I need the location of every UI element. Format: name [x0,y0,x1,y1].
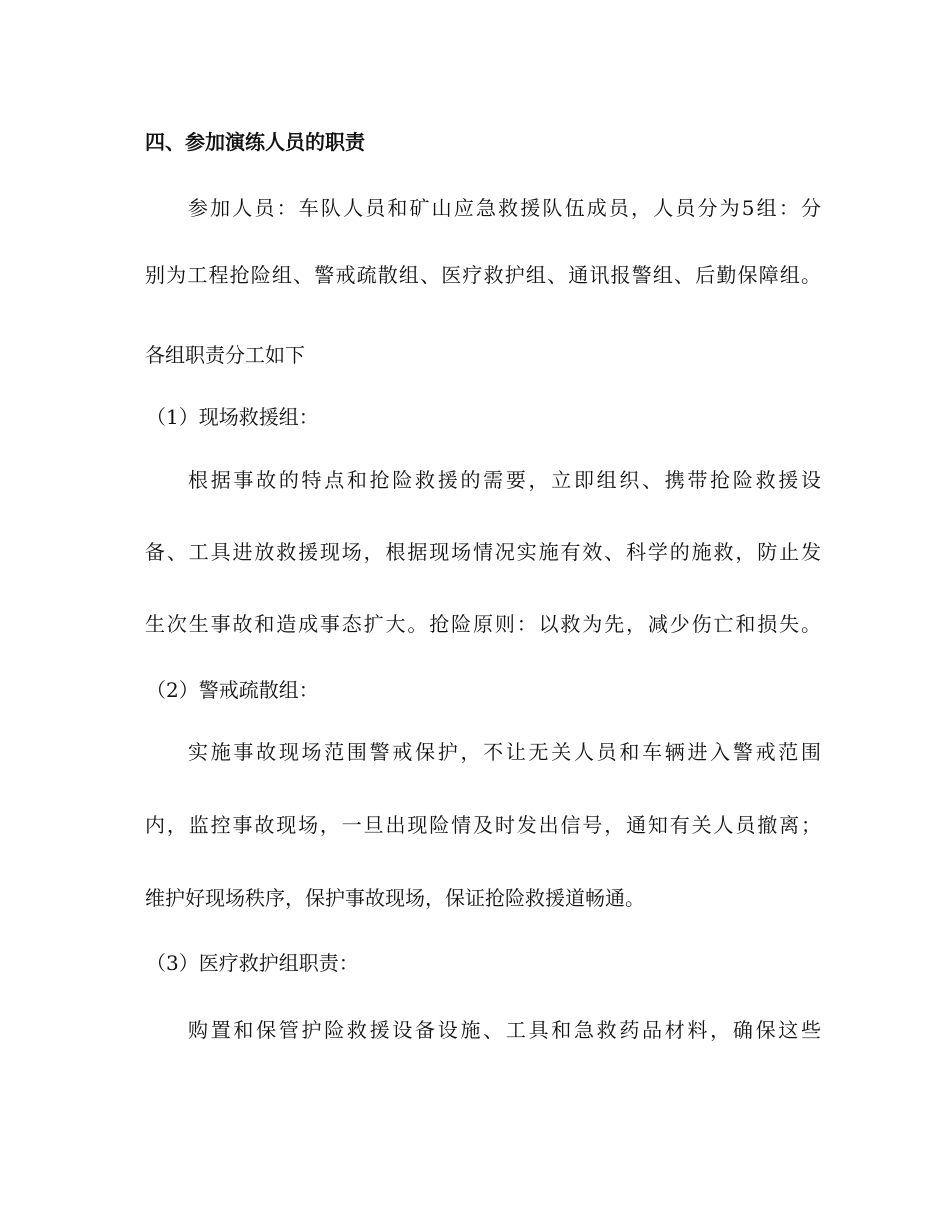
subsection-title: （3）医疗救护组职责： [146,951,359,975]
paragraph-line: 内，监控事故现场，一旦出现险情及时发出信号，通知有关人员撤离； [145,813,821,837]
paragraph-line: 各组职责分工如下 [145,343,305,367]
subsection-title: （2）警戒疏散组： [146,678,319,702]
paragraph-line: 实施事故现场范围警戒保护，不让无关人员和车辆进入警戒范围 [188,740,821,764]
paragraph-line: 别为工程抢险组、警戒疏散组、医疗救护组、通讯报警组、后勤保障组。 [145,263,821,287]
paragraph-line: 备、工具进放救援现场，根据现场情况实施有效、科学的施救，防止发 [145,540,821,564]
paragraph-line: 参加人员：车队人员和矿山应急救援队伍成员，人员分为5组：分 [188,196,821,220]
paragraph-line: 生次生事故和造成事态扩大。抢险原则：以救为先，减少伤亡和损失。 [145,612,821,636]
subsection-title: （1）现场救援组： [146,405,319,429]
paragraph-line: 购置和保管护险救援设备设施、工具和急救药品材料，确保这些 [188,1018,821,1042]
paragraph-line: 维护好现场秩序，保护事故现场，保证抢险救援道畅通。 [145,886,645,910]
section-heading: 四、参加演练人员的职责 [145,130,365,154]
paragraph-line: 根据事故的特点和抢险救援的需要，立即组织、携带抢险救援设 [188,468,821,492]
